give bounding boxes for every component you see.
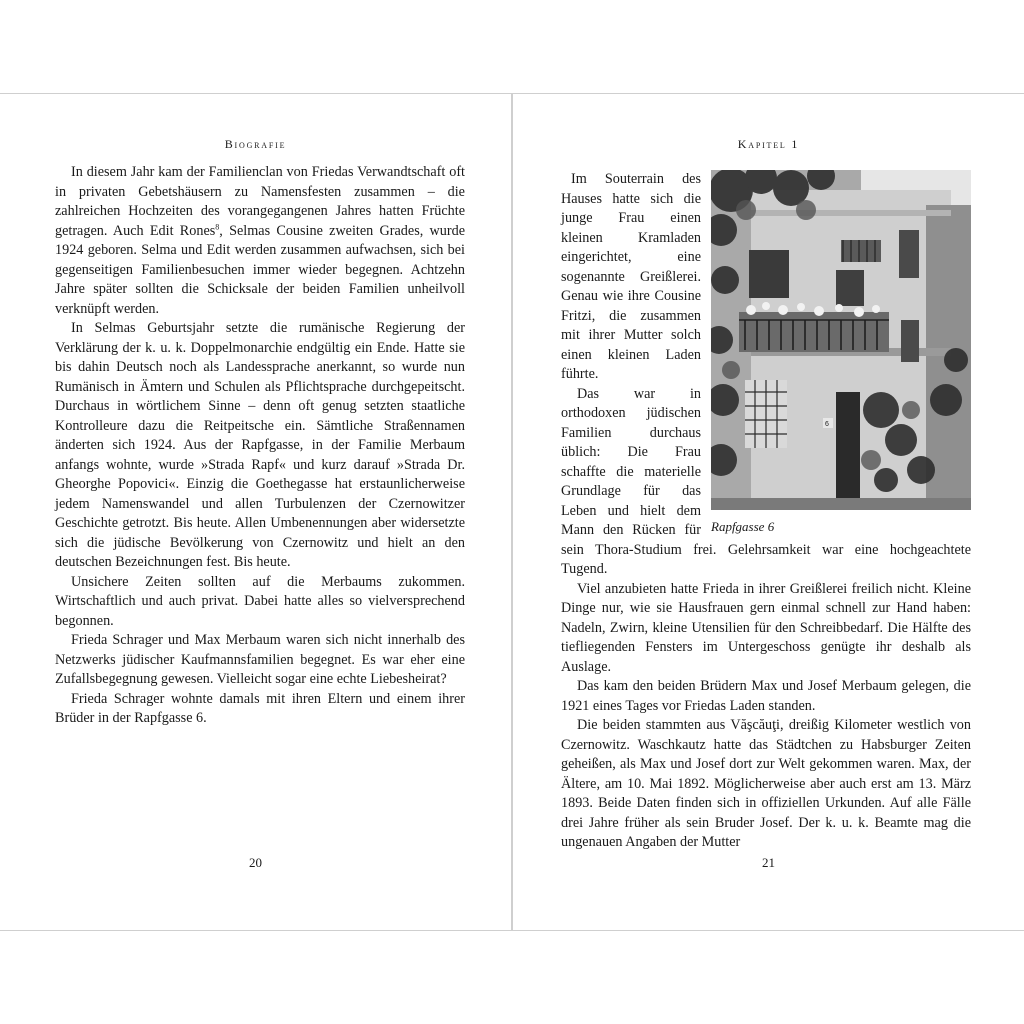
paragraph: Das war in orthodoxen jüdischen Familien durchaus üblich: Die Frau schaffte die materielle Grundlage für das Leben und hielt dem Mann den Rücken für sein Thora-Studium frei. Gelehrsamkeit war eine hochgeachtete Tugend. — [561, 385, 971, 577]
photo-caption: Rapfgasse 6 — [711, 519, 775, 534]
paragraph-text: , Selmas Cousine zweiten Grades, wurde 1924 geboren. Selma und Edit werden zusammen aufwachsen, sich bei gegenseitigen Familienbesuchen immer wieder begegnen. Achtzehn Jahre später sollten die Schicksale der beiden Familien unheilvoll verknüpft werden. — [55, 222, 465, 317]
paragraph: Viel anzubieten hatte Frieda in ihrer Greißlerei freilich nicht. Kleine Dinge nur, wie sie Hausfrauen gern einmal schnell zur Hand haben: Nadeln, Zwirn, kleine Utensilien für den Schreibbedarf. Die Hälfte des tiefliegenden Fensters im Untergeschoss genügte ihr deshalb als Auslage. — [561, 580, 971, 675]
paragraph: Frieda Schrager und Max Merbaum waren sich nicht innerhalb des Netzwerks jüdischer Kaufmannsfamilien begegnet. Es war eher eine Zufallsbegegnung gewesen. Vielleicht sogar eine echte Liebesheirat? — [55, 632, 465, 687]
paragraph: Das kam den beiden Brüdern Max und Josef Merbaum gelegen, die 1921 eines Tages vor Friedas Laden standen. — [561, 678, 971, 714]
left-page — [0, 93, 512, 931]
left-page-text — [55, 163, 465, 729]
running-head-left: Biografie — [224, 137, 287, 151]
house-number-text: 6 — [825, 421, 829, 428]
paragraph: Die beiden stammten aus Văşcăuţi, dreißig Kilometer westlich von Czernowitz. Waschkautz hatte das Städtchen zu Habsburger Zeiten geheißen, als Max und Josef dort zur Welt gekommen waren. Max, der Ältere, am 10. Mai 1892. Möglicherweise aber auch erst am 13. März 1893. Beide Daten finden sich in offiziellen Urkunden. Auf alle Fälle drei Jahre früher als sein Bruder Josef. Der k. u. k. Beamte mag die ungenauen Angaben der Mutter — [561, 717, 971, 850]
house-photo — [711, 170, 971, 510]
paragraph-text: In diesem Jahr kam der Familienclan von Friedas Verwandtschaft oft in privaten Gebetshäusern zu Namensfesten zusammen – die zahlreichen Hochzeiten des vorangegangenen Jahres hatten Früchte getragen. Auch Edit Rones — [55, 164, 465, 239]
page-number-right: 21 — [762, 855, 775, 870]
paragraph: In Selmas Geburtsjahr setzte die rumänische Regierung der Verklärung der k. u. k. Doppelmonarchie endgültig ein Ende. Hatte sie bis dahin Deutsch noch als Landessprache anerkannt, so wurde nun Rumänisch in Ämtern und Schulen als Pflichtsprache durchgepeitscht. Durchaus in wörtlichem Sinne – denn oft genug setzten staatliche Kontrolleure dazu die Reitpeitsche ein. Sämtliche Straßennamen änderten sich 1924. Aus der Rapfgasse, in der Familie Merbaum anfangs wohnte, wurde »Strada Rapf« und kurz darauf »Strada Dr. Gheorghe Popovici«. Einzig die Goethegasse hat erstaunlicherweise jedem Namenswandel und allen Turbulenzen der Czernowitzer Geschichte getrotzt. Bis heute. Allen Umbenennungen aber widersetzte sich die jüdische Bevölkerung von Czernowitz und hielt an den deutschen Bezeichnungen fest. Bis heute. — [55, 320, 465, 570]
page-number-left: 20 — [249, 855, 262, 870]
paragraph — [55, 163, 465, 319]
running-head-right: Kapitel 1 — [737, 137, 800, 151]
figure — [711, 170, 971, 536]
paragraph: Im Souterrain des Hauses hatte sich die junge Frau einen kleinen Kramladen eingerichtet, eine sogenannte Greißlerei. Genau wie ihre Cousine Fritzi, die zusammen mit ihrer Mutter solch einen kleinen Laden führte. — [561, 171, 701, 382]
right-page-text — [561, 170, 971, 853]
paragraph: Frieda Schrager wohnte damals mit ihren Eltern und einem ihrer Brüder in der Rapfgasse 6. — [55, 690, 465, 726]
right-page — [512, 93, 1024, 931]
house-photo-drawing — [711, 170, 971, 510]
footnote-mark: 8 — [215, 221, 220, 231]
paragraph: Unsichere Zeiten sollten auf die Merbaums zukommen. Wirtschaftlich und auch privat. Dabei hatte alles so vielversprechend begonnen. — [55, 573, 465, 629]
